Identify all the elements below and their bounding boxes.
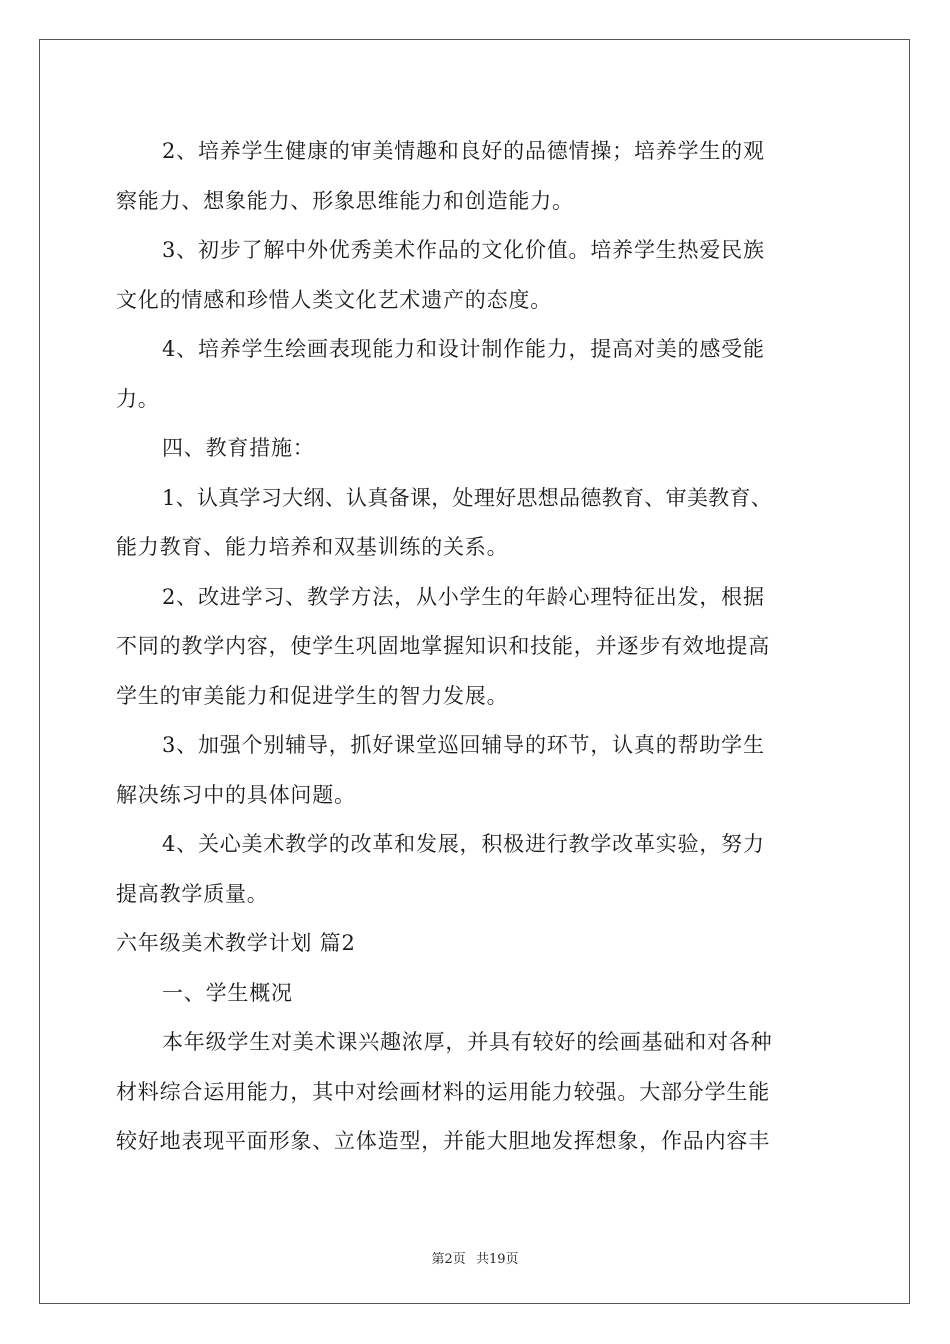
text-line: 2、培养学生健康的审美情趣和良好的品德情操；培养学生的观 xyxy=(162,139,765,163)
text-line: 学生的审美能力和促进学生的智力发展。 xyxy=(116,683,509,708)
document-body xyxy=(116,127,836,1167)
text-line: 较好地表现平面形象、立体造型，并能大胆地发挥想象，作品内容丰 xyxy=(116,1129,770,1153)
section-heading: 一、学生概况 xyxy=(162,980,293,1005)
text-line: 察能力、想象能力、形象思维能力和创造能力。 xyxy=(116,188,574,213)
text-line: 文化的情感和珍惜人类文化艺术遗产的态度。 xyxy=(116,287,552,312)
text-line: 材料综合运用能力，其中对绘画材料的运用能力较强。大部分学生能 xyxy=(116,1079,770,1104)
text-line: 3、加强个别辅导，抓好课堂巡回辅导的环节，认真的帮助学生 xyxy=(162,733,765,757)
text-line: 能力教育、能力培养和双基训练的关系。 xyxy=(116,535,509,559)
text-line: 2、改进学习、教学方法，从小学生的年龄心理特征出发，根据 xyxy=(162,584,765,609)
text-line: 3、初步了解中外优秀美术作品的文化价值。培养学生热爱民族 xyxy=(162,238,765,262)
page-footer xyxy=(0,1248,950,1267)
text-line: 不同的教学内容，使学生巩固地掌握知识和技能，并逐步有效地提高 xyxy=(116,634,770,658)
total-pages: 共19页 xyxy=(475,1252,519,1267)
text-line: 解决练习中的具体问题。 xyxy=(116,782,356,807)
text-line: 力。 xyxy=(116,386,160,411)
text-line: 4、关心美术教学的改革和发展，积极进行教学改革实验，努力 xyxy=(162,832,765,856)
text-line: 本年级学生对美术课兴趣浓厚，并具有较好的绘画基础和对各种 xyxy=(162,1030,773,1054)
text-line: 提高教学质量。 xyxy=(116,881,269,906)
page-number: 第2页 xyxy=(431,1252,466,1267)
text-line: 4、培养学生绘画表现能力和设计制作能力，提高对美的感受能 xyxy=(162,337,765,361)
text-line: 1、认真学习大纲、认真备课，处理好思想品德教育、审美教育、 xyxy=(162,485,773,510)
document-title: 六年级美术教学计划 篇2 xyxy=(116,931,356,955)
section-heading: 四、教育措施： xyxy=(162,436,315,460)
